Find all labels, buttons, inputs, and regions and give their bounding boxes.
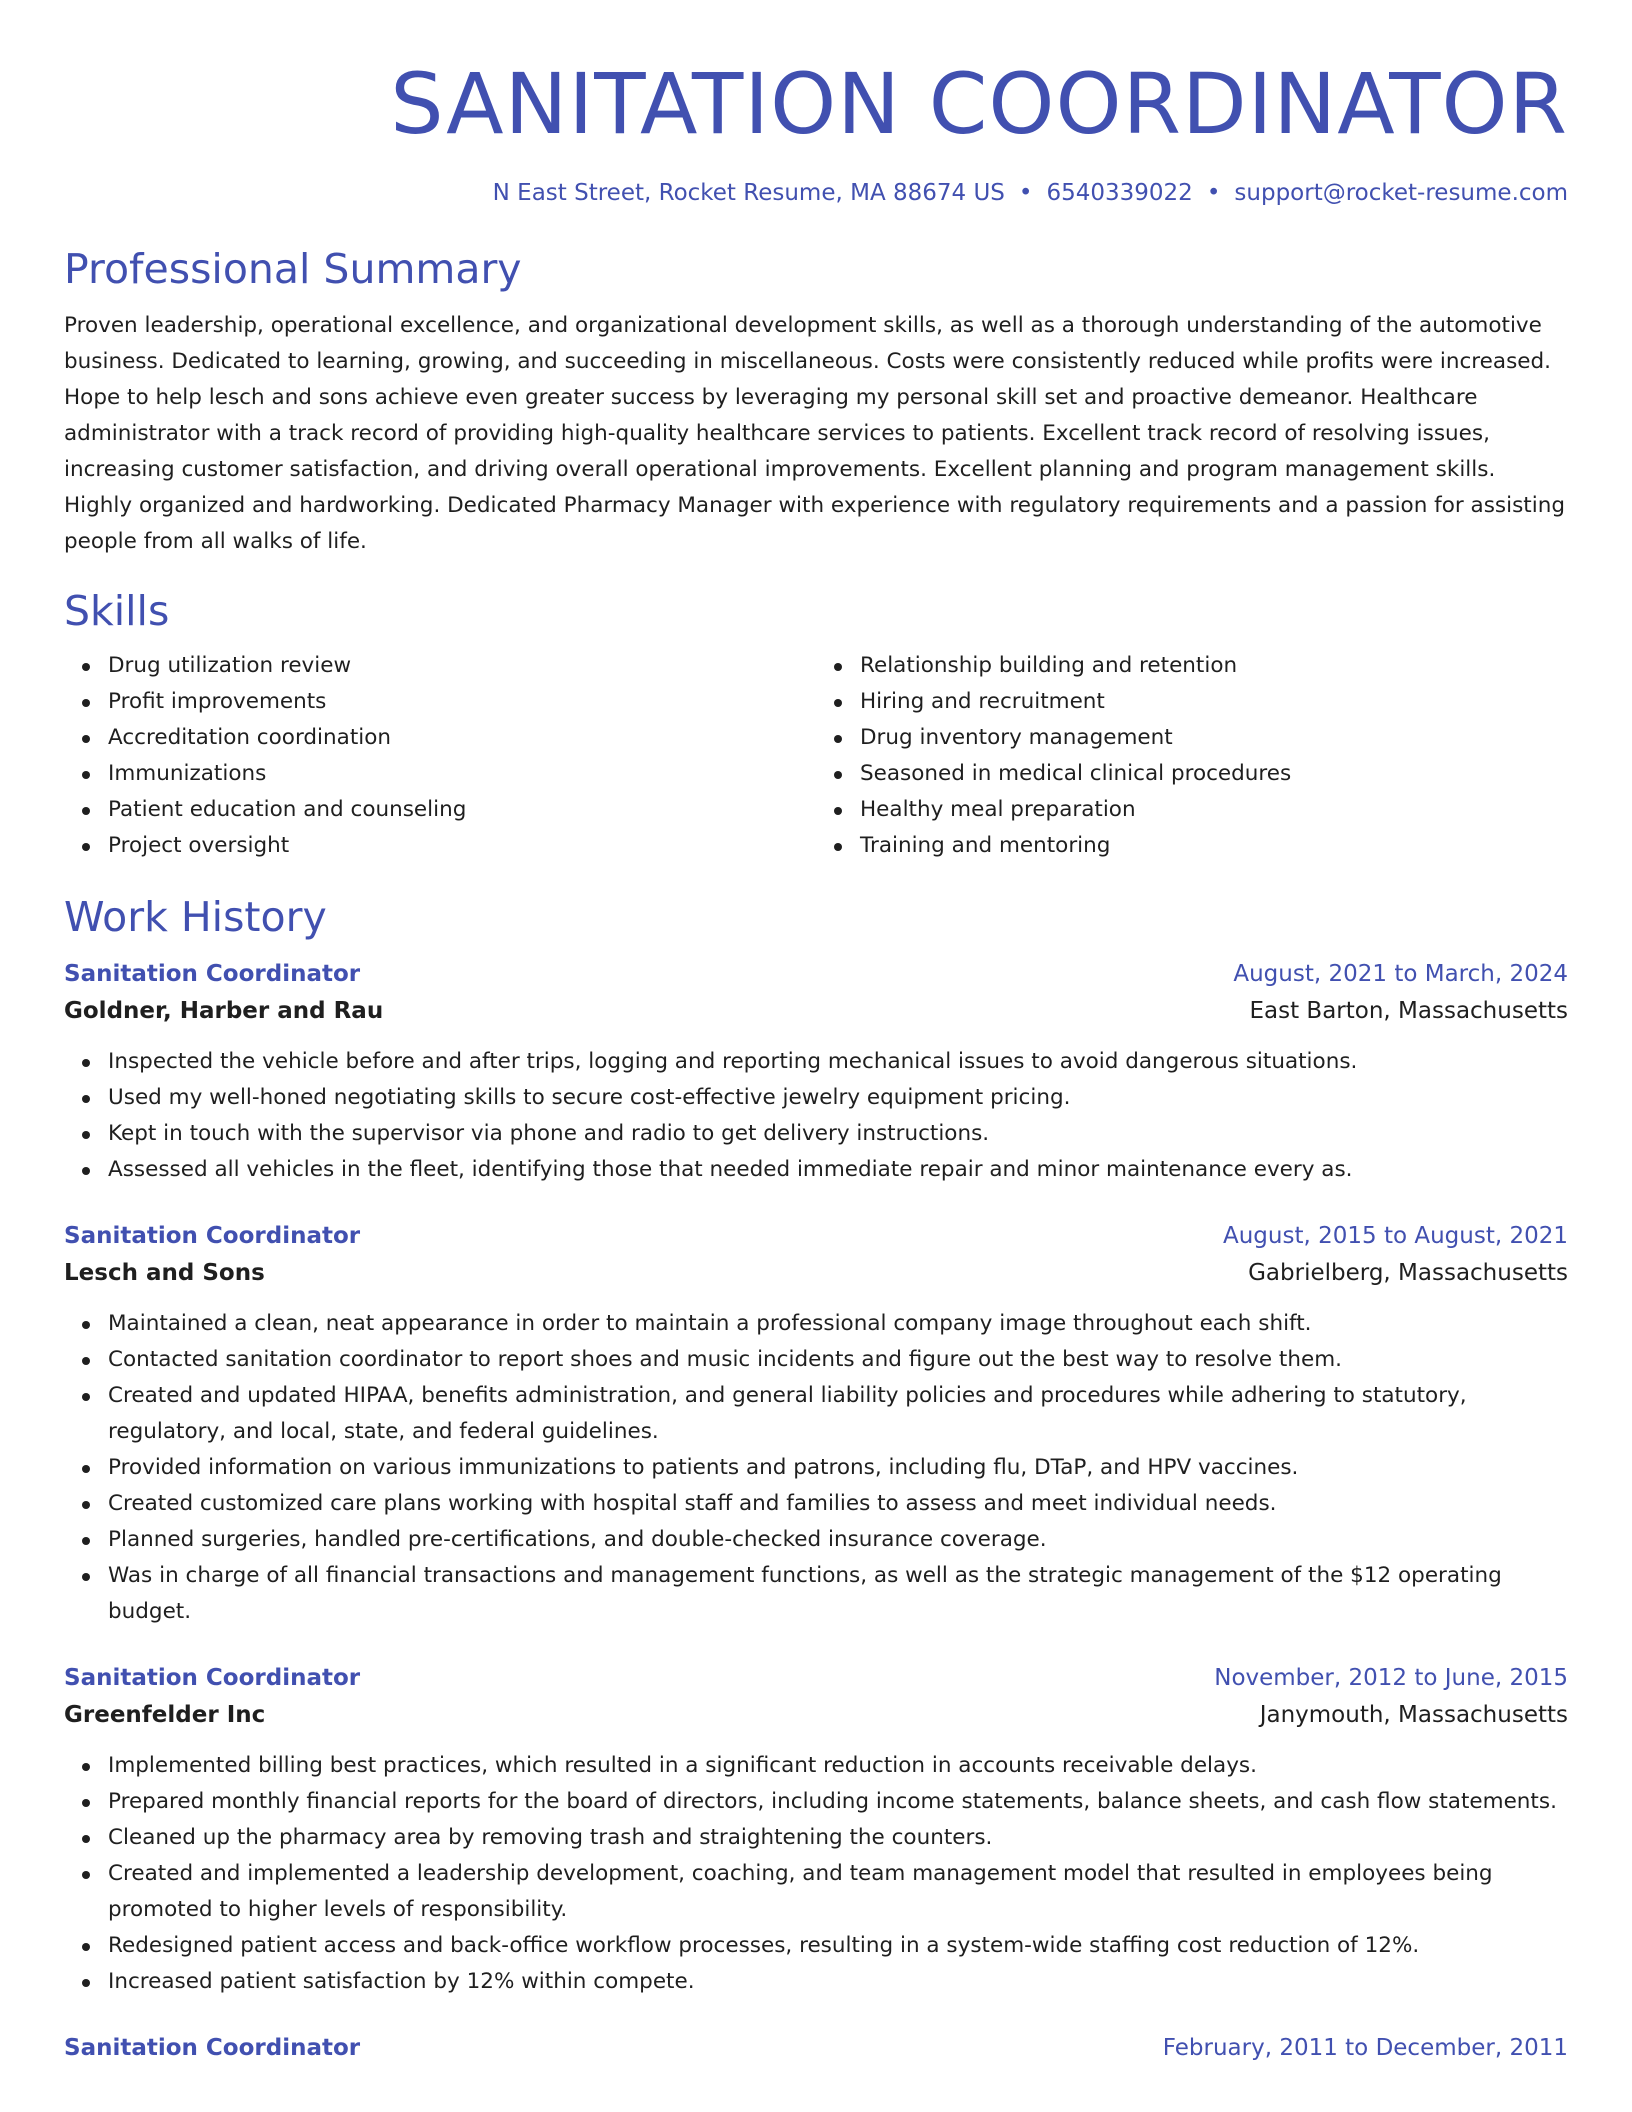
skill-item: Patient education and counseling — [108, 792, 816, 828]
job-company: Greenfelder Inc — [64, 1702, 266, 1728]
job-bullet: Kept in touch with the supervisor via phone and radio to get delivery instructions. — [108, 1116, 1568, 1152]
job-bullet: Provided information on various immunizations to patients and patrons, including flu, DTaP, and HPV vaccines. — [108, 1450, 1568, 1486]
job-company-row — [64, 1254, 1568, 1292]
job-bullet: Contacted sanitation coordinator to report shoes and music incidents and figure out the best way to resolve them. — [108, 1342, 1568, 1378]
job-bullet: Increased patient satisfaction by 12% within compete. — [108, 1964, 1568, 2000]
job-bullet: Inspected the vehicle before and after trips, logging and reporting mechanical issues to avoid dangerous situations. — [108, 1044, 1568, 1080]
job-bullet: Created and updated HIPAA, benefits administration, and general liability policies and procedures while adhering to statutory, regulatory, and local, state, and federal guidelines. — [108, 1378, 1568, 1450]
skills-column-right — [816, 648, 1568, 864]
job-company-row — [64, 992, 1568, 1030]
job-bullet: Redesigned patient access and back-office workflow processes, resulting in a system-wide staffing cost reduction of 12%. — [108, 1928, 1568, 1964]
job-dates: August, 2015 to August, 2021 — [1223, 1223, 1568, 1249]
summary-text: Proven leadership, operational excellence, and organizational development skills, as well as a thorough understanding of the automotive business. Dedicated to learning, growing, and succeeding in miscellaneous. Costs were consistently reduced while profits were increased. Hope to help lesch and sons achieve even greater success by leveraging my personal skill set and proactive demeanor. Healthcare administrator with a track record of providing high-quality healthcare services to patients. Excellent track record of resolving issues, increasing customer satisfaction, and driving overall operational improvements. Excellent planning and program management skills. Highly organized and hardworking. Dedicated Pharmacy Manager with experience with regulatory requirements and a passion for assisting people from all walks of life. — [64, 313, 1565, 554]
job-entry — [64, 2030, 1568, 2066]
job-company-row — [64, 1696, 1568, 1734]
contact-address: N East Street, Rocket Resume, MA 88674 US — [492, 180, 1005, 206]
job-header-row — [64, 956, 1568, 992]
job-entry — [64, 1218, 1568, 1630]
skills-column-left — [64, 648, 816, 864]
summary-heading: Professional Summary — [64, 245, 522, 293]
job-header-row — [64, 2030, 1568, 2066]
skill-item: Immunizations — [108, 756, 816, 792]
job-bullet: Implemented billing best practices, which resulted in a significant reduction in accounts receivable delays. — [108, 1748, 1568, 1784]
job-dates: February, 2011 to December, 2011 — [1162, 2035, 1568, 2061]
skill-item: Relationship building and retention — [860, 648, 1568, 684]
work-history-heading: Work History — [64, 893, 327, 941]
job-dates: November, 2012 to June, 2015 — [1214, 1665, 1568, 1691]
job-location: East Barton, Massachusetts — [1249, 998, 1568, 1024]
job-bullet: Maintained a clean, neat appearance in order to maintain a professional company image throughout each shift. — [108, 1306, 1568, 1342]
job-title: Sanitation Coordinator — [64, 2035, 361, 2061]
job-bullet: Assessed all vehicles in the fleet, identifying those that needed immediate repair and minor maintenance every as. — [108, 1152, 1568, 1188]
job-company: Lesch and Sons — [64, 1260, 265, 1286]
job-bullets — [64, 1748, 1568, 2000]
contact-line — [64, 178, 1568, 208]
job-bullet: Created customized care plans working with hospital staff and families to assess and meet individual needs. — [108, 1486, 1568, 1522]
job-bullet: Prepared monthly financial reports for the board of directors, including income statements, balance sheets, and cash flow statements. — [108, 1784, 1568, 1820]
contact-email[interactable]: support@rocket-resume.com — [1234, 180, 1568, 206]
job-bullet: Created and implemented a leadership development, coaching, and team management model that resulted in employees being promoted to higher levels of responsibility. — [108, 1856, 1568, 1928]
contact-phone: 6540339022 — [1046, 180, 1193, 206]
skills-heading: Skills — [64, 587, 170, 635]
job-location: Janymouth, Massachusetts — [1259, 1702, 1568, 1728]
skill-item: Profit improvements — [108, 684, 816, 720]
job-bullets — [64, 1044, 1568, 1188]
job-bullets — [64, 1306, 1568, 1630]
contact-separator: • — [1206, 180, 1221, 206]
job-bullet: Cleaned up the pharmacy area by removing trash and straightening the counters. — [108, 1820, 1568, 1856]
job-header-row — [64, 1218, 1568, 1254]
skills-list — [64, 648, 1568, 864]
job-title: Sanitation Coordinator — [64, 1223, 361, 1249]
job-title: Sanitation Coordinator — [64, 961, 361, 987]
job-bullet: Planned surgeries, handled pre-certifications, and double-checked insurance coverage. — [108, 1522, 1568, 1558]
skill-item: Drug utilization review — [108, 648, 816, 684]
job-dates: August, 2021 to March, 2024 — [1233, 961, 1568, 987]
job-company: Goldner, Harber and Rau — [64, 998, 384, 1024]
skill-item: Healthy meal preparation — [860, 792, 1568, 828]
skill-item: Training and mentoring — [860, 828, 1568, 864]
job-entry — [64, 1660, 1568, 2000]
skill-item: Drug inventory management — [860, 720, 1568, 756]
job-bullet: Used my well-honed negotiating skills to secure cost-effective jewelry equipment pricing. — [108, 1080, 1568, 1116]
job-entry — [64, 956, 1568, 1188]
job-header-row — [64, 1660, 1568, 1696]
job-title: Sanitation Coordinator — [64, 1665, 361, 1691]
job-bullet: Was in charge of all financial transactions and management functions, as well as the strategic management of the $12 operating budget. — [108, 1558, 1568, 1630]
skill-item: Project oversight — [108, 828, 816, 864]
resume-header — [64, 56, 1568, 208]
resume-name: SANITATION COORDINATOR — [390, 55, 1568, 153]
skill-item: Accreditation coordination — [108, 720, 816, 756]
skill-item: Seasoned in medical clinical procedures — [860, 756, 1568, 792]
job-location: Gabrielberg, Massachusetts — [1248, 1260, 1568, 1286]
contact-separator: • — [1018, 180, 1033, 206]
skill-item: Hiring and recruitment — [860, 684, 1568, 720]
